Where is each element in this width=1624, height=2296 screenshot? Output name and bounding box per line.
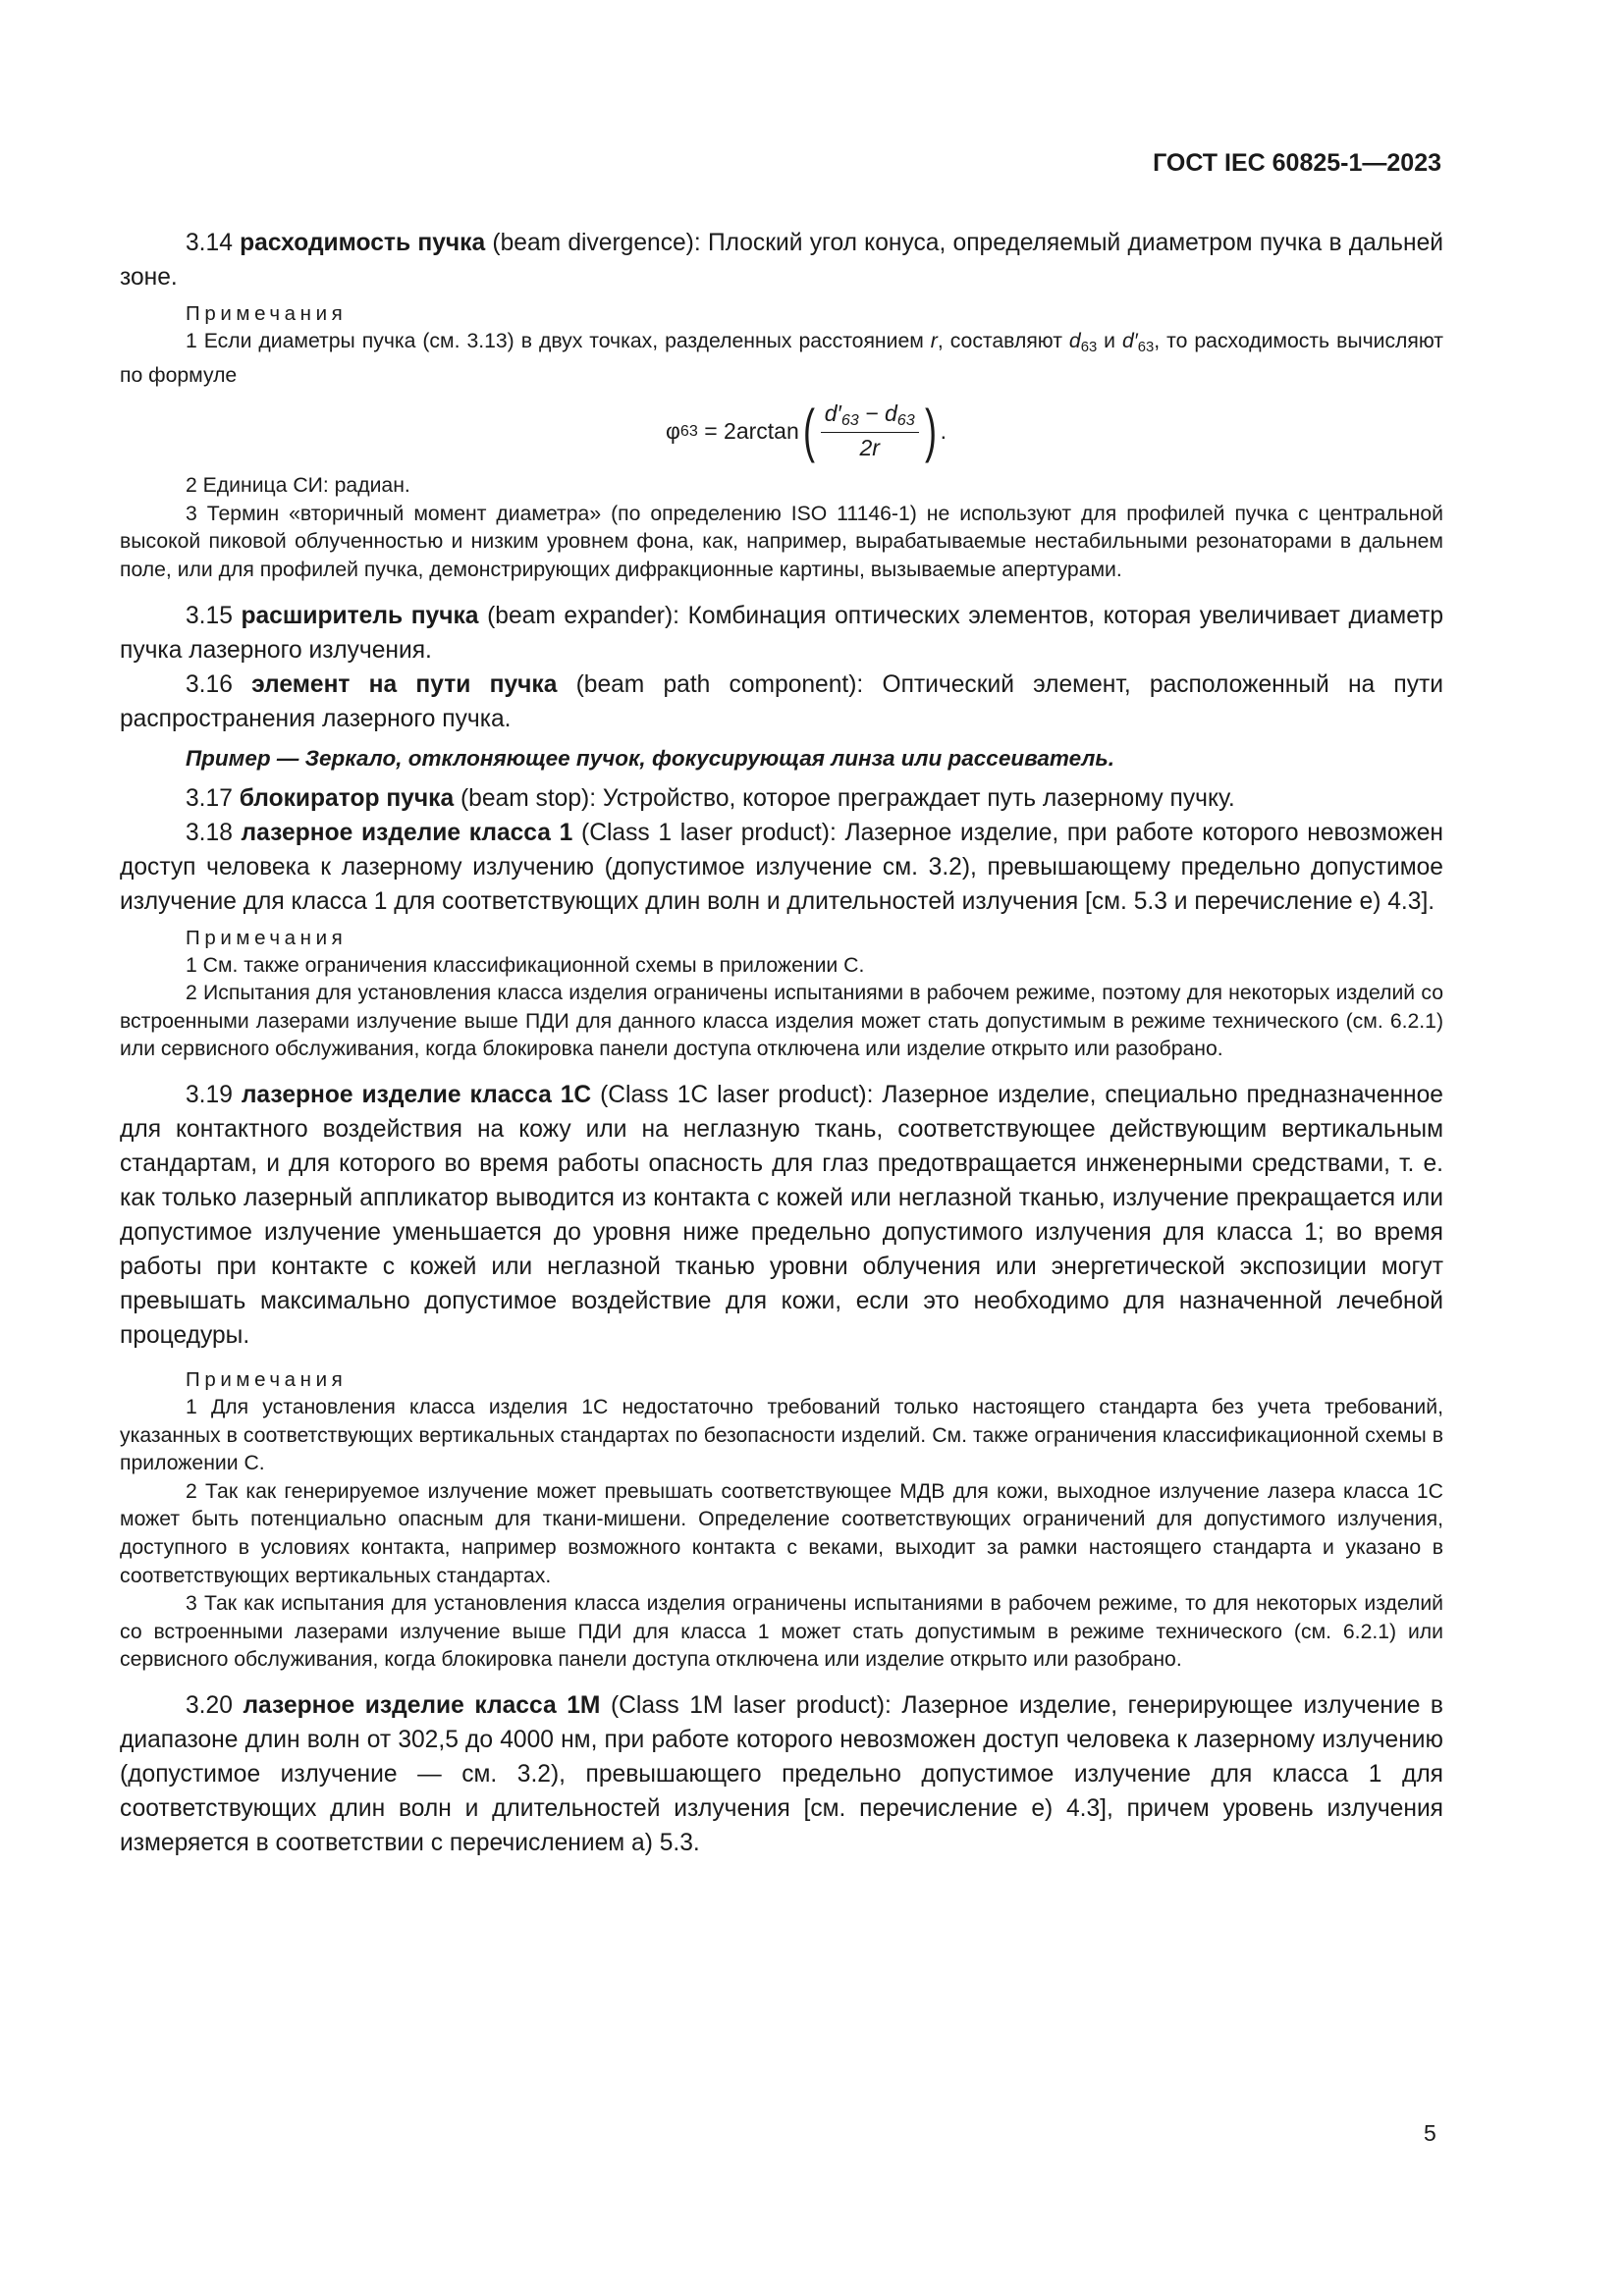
definition-3-16: 3.16 элемент на пути пучка (beam path component): Оптический элемент, расположенный на пути распространения лазерного пучка. bbox=[120, 670, 1444, 732]
note-3-19-3: 3 Так как испытания для установления класса изделия ограничены испытаниями в рабочем режиме, то для некоторых изделий со встроенными лазерами излучение выше ПДИ для класса 1 может стать допустимым в режиме технического (см. 6.2.1) или сервисного обслуживания, когда блокировка панели доступа отключена или изделие открыто или разобрано. bbox=[120, 1592, 1443, 1672]
note-3-19-2: 2 Так как генерируемое излучение может превышать соответствующее МДВ для кожи, выходное излучение лазера класса 1С может быть потенциально опасным для ткани-мишени. Определение соответствующих ограничений для допустимого излучения, доступного в условиях контакта, например возможного контакта с веками, выходит за рамки настоящего стандарта и указано в соответствующих вертикальных стандартах. bbox=[120, 1479, 1443, 1587]
page-body bbox=[120, 226, 1443, 1860]
note-3-18-1: 1 См. также ограничения классификационной схемы в приложении С. bbox=[186, 953, 865, 977]
definition-term: расходимость пучка bbox=[240, 230, 486, 256]
definition-3-19: 3.19 лазерное изделие класса 1С (Class 1C laser product): Лазерное изделие, специально предназначенное для контактного воздействия на кожу или на неглазную ткань, соответствующее действующим вертикальным стандартам, и для которого во время работы опасность для глаз предотвращается инженерными средствами, т. е. как только лазерный аппликатор выводится из контакта с кожей или неглазной тканью, излучение прекращается или допустимое излучение уменьшается до уровня ниже предельно допустимого излучения для класса 1; во время работы при контакте с кожей или неглазной тканью уровни облучения или энергетической экспозиции могут превышать максимально допустимое воздействие для кожи, если это необходимо для назначенной лечебной процедуры. bbox=[120, 1081, 1443, 1349]
definition-text: (beam divergence): Плоский угол конуса, определяемый диаметром пучка в дальней зоне. bbox=[120, 230, 1443, 291]
notes-heading: Примечания bbox=[186, 1367, 348, 1391]
note-3-14-2: 2 Единица СИ: радиан. bbox=[186, 474, 410, 498]
document-header: ГОСТ IEC 60825-1—2023 bbox=[1153, 149, 1441, 177]
definition-number: 3.14 bbox=[186, 230, 241, 256]
note-3-18-2: 2 Испытания для установления класса изделия ограничены испытаниями в рабочем режиме, поэтому для некоторых изделий со встроенными лазерами излучение выше ПДИ для данного класса изделия может стать допустимым в режиме технического (см. 6.2.1) или сервисного обслуживания, когда блокировка панели доступа отключена или изделие открыто или разобрано. bbox=[120, 982, 1443, 1061]
definition-3-15: 3.15 расширитель пучка (beam expander): Комбинация оптических элементов, которая увеличивает диаметр пучка лазерного излучения. bbox=[120, 602, 1444, 664]
note-3-19-1: 1 Для установления класса изделия 1С недостаточно требований только настоящего стандарта без учета требований, указанных в соответствующих вертикальных стандартах по безопасности изделий. См. также ограничения классификационной схемы в приложении С. bbox=[120, 1395, 1443, 1475]
notes-heading: Примечания bbox=[186, 302, 348, 325]
note-3-14-3: 3 Термин «вторичный момент диаметра» (по определению ISO 11146-1) не используют для профилей пучка с центральной высокой пиковой облученностью и низким уровнем фона, как, например, вырабатываемые нестабильными резонаторами в дальнем поле, или для профилей пучка, демонстрирующих дифракционные картины, вызываемые апертурами. bbox=[120, 502, 1443, 581]
page-number: 5 bbox=[1424, 2120, 1436, 2146]
definition-3-18: 3.18 лазерное изделие класса 1 (Class 1 laser product): Лазерное изделие, при работе которого невозможен доступ человека к лазерному излучению (допустимое излучение см. 3.2), превышающему предельно допустимое излучение для класса 1 для соответствующих длин волн и длительностей излучения [см. 5.3 и перечисление е) 4.3]. bbox=[120, 819, 1444, 915]
definition-3-20: 3.20 лазерное изделие класса 1М (Class 1M laser product): Лазерное изделие, генерирующее излучение в диапазоне длин волн от 302,5 до 4000 нм, при работе которого невозможен доступ человека к лазерному излучению (допустимое излучение — см. 3.2), превышающего предельно допустимое излучение для класса 1 для соответствующих длин волн и длительностей излучения [см. перечисление е) 4.3], причем уровень излучения измеряется в соответствии с перечислением а) 5.3. bbox=[120, 1691, 1444, 1856]
note-3-14-1: 1 Если диаметры пучка (см. 3.13) в двух точках, разделенных расстоянием r, составляют $d_{63}$ и $d'_{63}$, то расходимость вычисляют по формуле bbox=[120, 330, 1443, 387]
definition-3-14 bbox=[120, 226, 1443, 294]
definition-3-17: 3.17 блокиратор пучка (beam stop): Устройство, которое преграждает путь лазерному пучку. bbox=[186, 784, 1235, 812]
example-3-16: Пример — Зеркало, отклоняющее пучок, фокусирующая линза или рассеиватель. bbox=[186, 745, 1114, 771]
divergence-formula: φ 63 = 2arctan ( $\frac{d'_{63} - d_{63}}{2r}$ ) . bbox=[666, 398, 947, 464]
notes-heading: Примечания bbox=[186, 926, 348, 949]
